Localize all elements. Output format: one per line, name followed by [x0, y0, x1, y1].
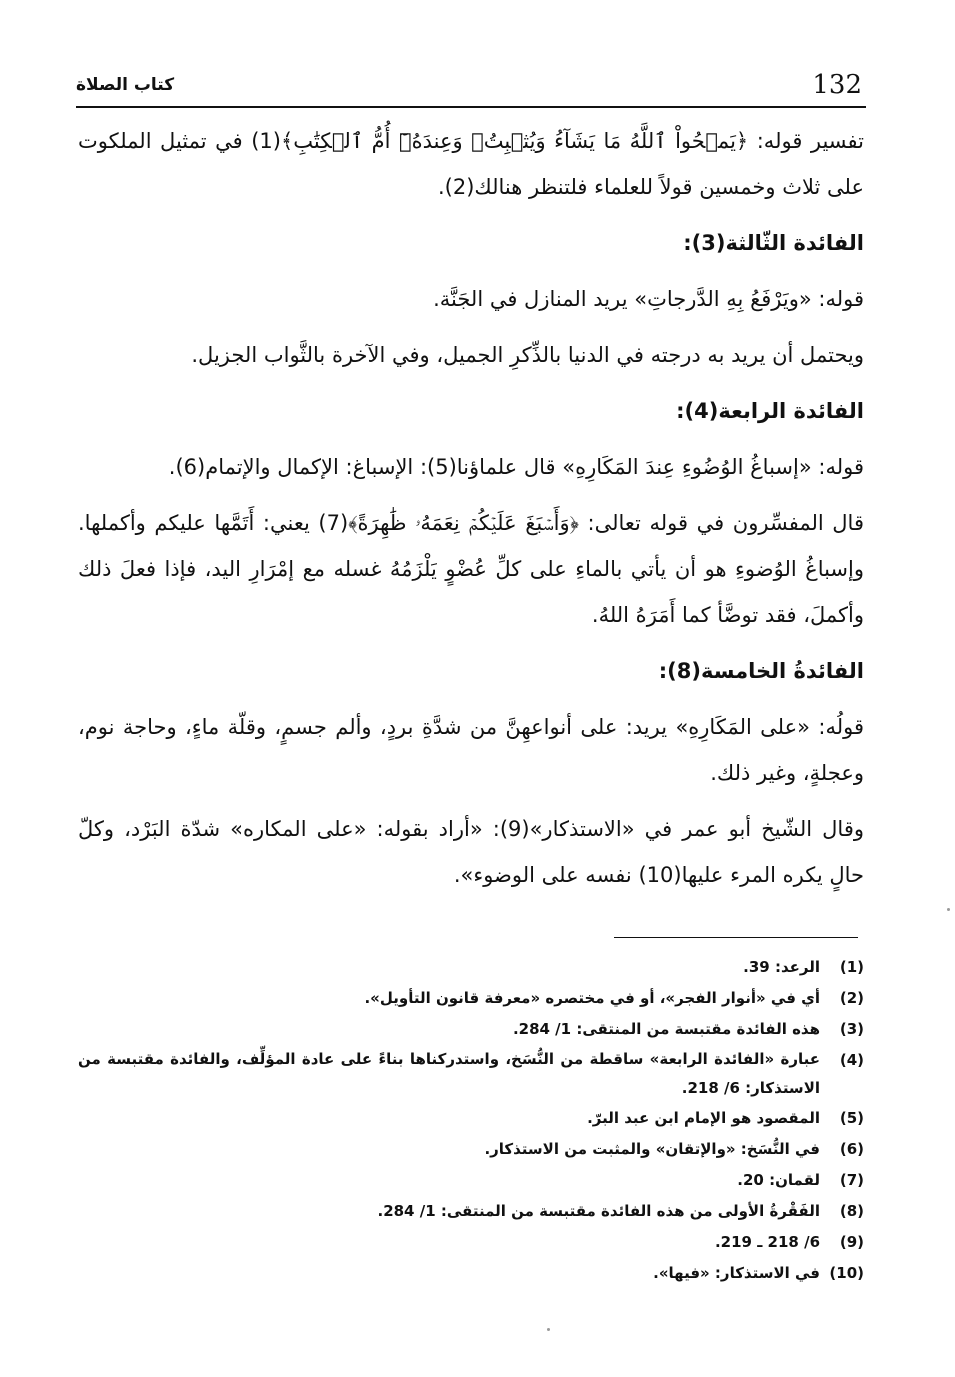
footnote-number: (9) — [839, 1233, 864, 1251]
footnote-text: في النُّسَخ: «والإتقان» والمثبت من الاستذكار. — [484, 1140, 820, 1158]
footnote-number: (2) — [839, 989, 864, 1007]
heading-fourth-benefit: الفائدة الرابعة(4): — [676, 399, 864, 423]
footnote-number: (8) — [839, 1202, 864, 1220]
paragraph-mufassirun: قال المفسِّرون في قوله تعالى: ﴿وَأَسۡبَغَ عَلَيۡكُمۡ نِعَمَهُۥ ظَٰهِرَةً﴾(7) يعني: أَتَمَّها عليكم وأكملها. وإسباغُ الوُضوءِ هو أن يأتي بالماءِ على كلِّ عُضْوٍ يَلْزَمُهُ غسله مع إمْرَارِ اليد، فإذا فعلَ ذلك وأكملَ، فقد توضَّأ كما أَمَرَهُ اللهُ. — [78, 511, 864, 627]
footnote-item — [78, 1196, 864, 1227]
footnote-text: 6/ 218 ـ 219. — [714, 1233, 820, 1251]
footnote-item — [78, 1227, 864, 1258]
footnote-text: الرعد: 39. — [743, 958, 820, 976]
page-header — [76, 66, 866, 108]
heading-third-benefit: الفائدة الثّالثة(3): — [683, 231, 864, 255]
footnote-text: الفَقْرةُ الأولى من هذه الفائدة مقتبسة من المنتقى: 1/ 284. — [377, 1202, 820, 1220]
footnote-text: هذه الفائدة مقتبسة من المنتقى: 1/ 284. — [512, 1020, 820, 1038]
footnote-text: المقصود هو الإمام ابن عبد البرّ. — [587, 1109, 820, 1127]
footnote-number: (1) — [839, 958, 864, 976]
footnote-number: (6) — [839, 1140, 864, 1158]
footnote-item — [78, 1134, 864, 1165]
footnote-item — [78, 1165, 864, 1196]
footnote-text: أي في «أنوار الفجر»، أو في مختصره «معرفة قانون التأويل». — [364, 989, 820, 1007]
footnote-item — [78, 1103, 864, 1134]
page-number: 132 — [812, 70, 862, 100]
footnote-item — [78, 1045, 864, 1103]
footnotes-list — [78, 952, 864, 1289]
footnote-text: لقمان: 20. — [737, 1171, 820, 1189]
paragraph-interpretation: ويحتمل أن يريد به درجته في الدنيا بالذِّكرِ الجميل، وفي الآخرة بالثَّواب الجزيل. — [191, 343, 864, 367]
running-title: كتاب الصلاة — [76, 75, 175, 95]
heading-fifth-benefit: الفائدةُ الخامسة(8): — [658, 659, 864, 683]
paragraph-raising-ranks: قوله: «ويَرْفَعُ بِهِ الدَّرجاتِ» يريد المنازل في الجَنَّة. — [433, 287, 864, 311]
footnote-text: عبارة «الفائدة الرابعة» ساقطة من النُّسَخ، واستدركناها بناءً على عادة المؤلِّف، والفائدة مقتبسة من الاستذكار: 6/ 218. — [78, 1050, 820, 1097]
scan-speck — [947, 908, 950, 911]
footnote-item — [78, 983, 864, 1014]
paragraph-tafsir: تفسير قوله: ﴿يَمۡحُواْ ٱللَّهُ مَا يَشَآءُ وَيُثۡبِتُۖ وَعِندَهُۥٓ أُمُّ ٱلۡكِتَٰبِ﴾(1) في تمثيل الملكوت على ثلاث وخمسين قولاً للعلماء فلتنظر هنالك(2). — [78, 129, 864, 199]
footnote-number: (7) — [839, 1171, 864, 1189]
footnote-number: (4) — [839, 1051, 864, 1069]
paragraph-makarih: قولُه: «على المَكَارِهِ» يريد: على أنواعهِنَّ من شدَّةِ بردٍ، وألم جسمٍ، وقلّة ماءٍ، وحاجة نوم، وعجلةٍ، وغير ذلك. — [78, 715, 864, 785]
paragraph-abu-umar: وقال الشّيخ أبو عمر في «الاستذكار»(9): «أراد بقوله: «على المكاره» شدّة البَرْد، وكلّ حالٍ يكره المرء عليها(10) نفسه على الوضوء». — [78, 817, 864, 887]
scan-speck — [547, 1328, 550, 1331]
footnote-item — [78, 952, 864, 983]
footnote-number: (10) — [829, 1264, 864, 1282]
footnote-text: في الاستذكار: «فيها». — [653, 1264, 820, 1282]
footnote-number: (5) — [839, 1109, 864, 1127]
footnote-item — [78, 1258, 864, 1289]
paragraph-isbagh: قوله: «إسباغُ الوُضُوءِ عِندَ المَكَارِهِ» قال علماؤنا(5): الإسباغ: الإكمال والإتمام(6). — [168, 455, 864, 479]
footnote-number: (3) — [839, 1020, 864, 1038]
main-text — [78, 118, 864, 908]
footnote-item — [78, 1014, 864, 1045]
footnote-divider — [614, 937, 858, 938]
